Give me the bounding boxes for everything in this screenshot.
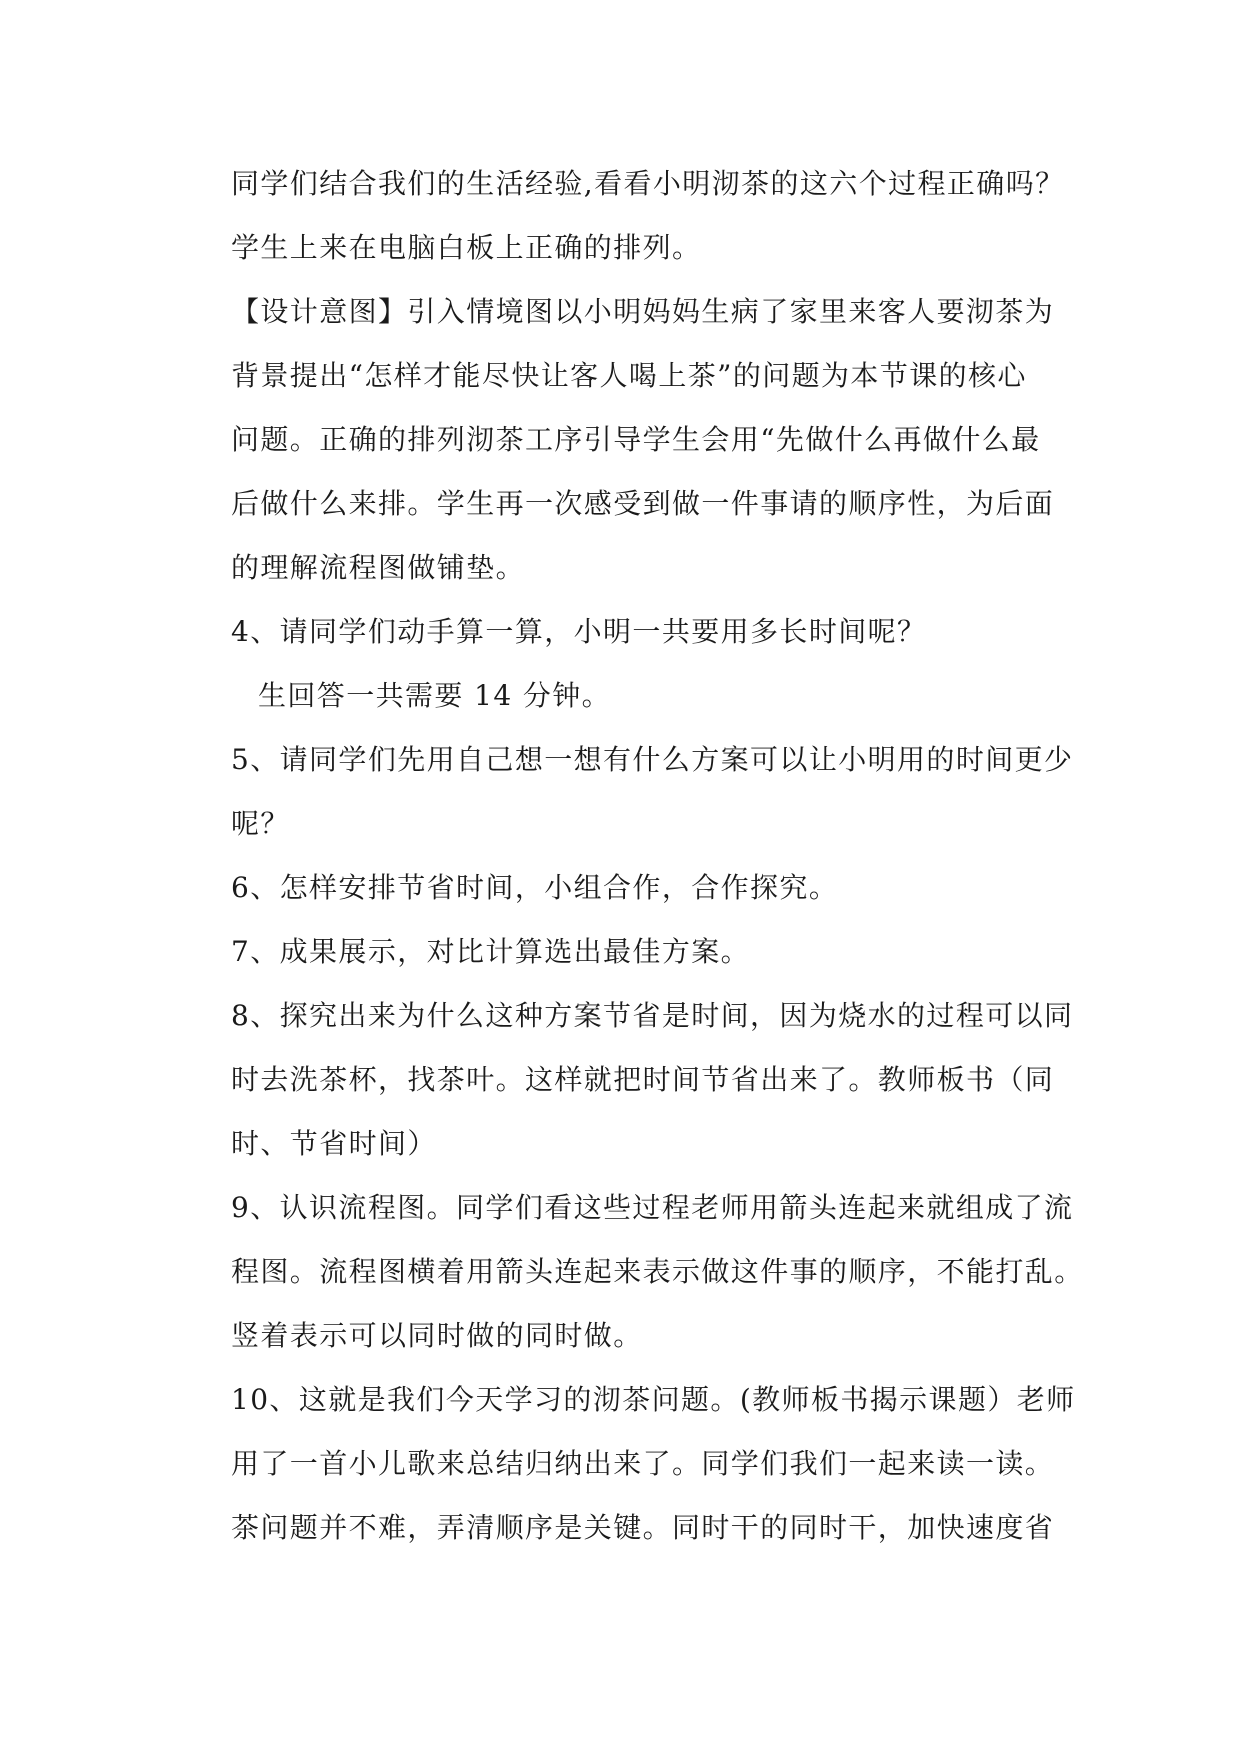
text-line: 时、节省时间） — [231, 1127, 437, 1160]
text-line: 5、请同学们先用自己想一想有什么方案可以让小明用的时间更少 — [231, 743, 1074, 776]
text-line: 呢？ — [231, 807, 290, 840]
text-line: 9、认识流程图。同学们看这些过程老师用箭头连起来就组成了流 — [231, 1191, 1074, 1224]
text-line: 【设计意图】引入情境图以小明妈妈生病了家里来客人要沏茶为 — [231, 295, 1055, 328]
text-line: 10、这就是我们今天学习的沏茶问题。(教师板书揭示课题）老师 — [231, 1383, 1076, 1416]
text-line: 程图。流程图横着用箭头连起来表示做这件事的顺序，不能打乱。 — [231, 1255, 1084, 1288]
text-line: 8、探究出来为什么这种方案节省是时间，因为烧水的过程可以同 — [231, 999, 1074, 1032]
text-line: 时去洗茶杯，找茶叶。这样就把时间节省出来了。教师板书（同 — [231, 1063, 1055, 1096]
text-line: 6、怎样安排节省时间，小组合作，合作探究。 — [231, 871, 839, 904]
text-line: 茶问题并不难，弄清顺序是关键。同时干的同时干，加快速度省 — [231, 1511, 1055, 1544]
text-line: 后做什么来排。学生再一次感受到做一件事请的顺序性，为后面 — [231, 487, 1055, 520]
text-line: 7、成果展示，对比计算选出最佳方案。 — [231, 935, 751, 968]
text-line: 背景提出“怎样才能尽快让客人喝上茶”的问题为本节课的核心 — [231, 359, 1027, 392]
text-line: 竖着表示可以同时做的同时做。 — [231, 1319, 643, 1352]
text-line: 学生上来在电脑白板上正确的排列。 — [231, 231, 702, 264]
text-line: 用了一首小儿歌来总结归纳出来了。同学们我们一起来读一读。 — [231, 1447, 1055, 1480]
text-line: 问题。正确的排列沏茶工序引导学生会用“先做什么再做什么最 — [231, 423, 1041, 456]
text-line: 同学们结合我们的生活经验,看看小明沏茶的这六个过程正确吗？ — [231, 167, 1065, 200]
text-line: 的理解流程图做铺垫。 — [231, 551, 526, 584]
text-line: 4、请同学们动手算一算，小明一共要用多长时间呢？ — [231, 615, 927, 648]
text-line: 生回答一共需要 14 分钟。 — [258, 679, 612, 712]
